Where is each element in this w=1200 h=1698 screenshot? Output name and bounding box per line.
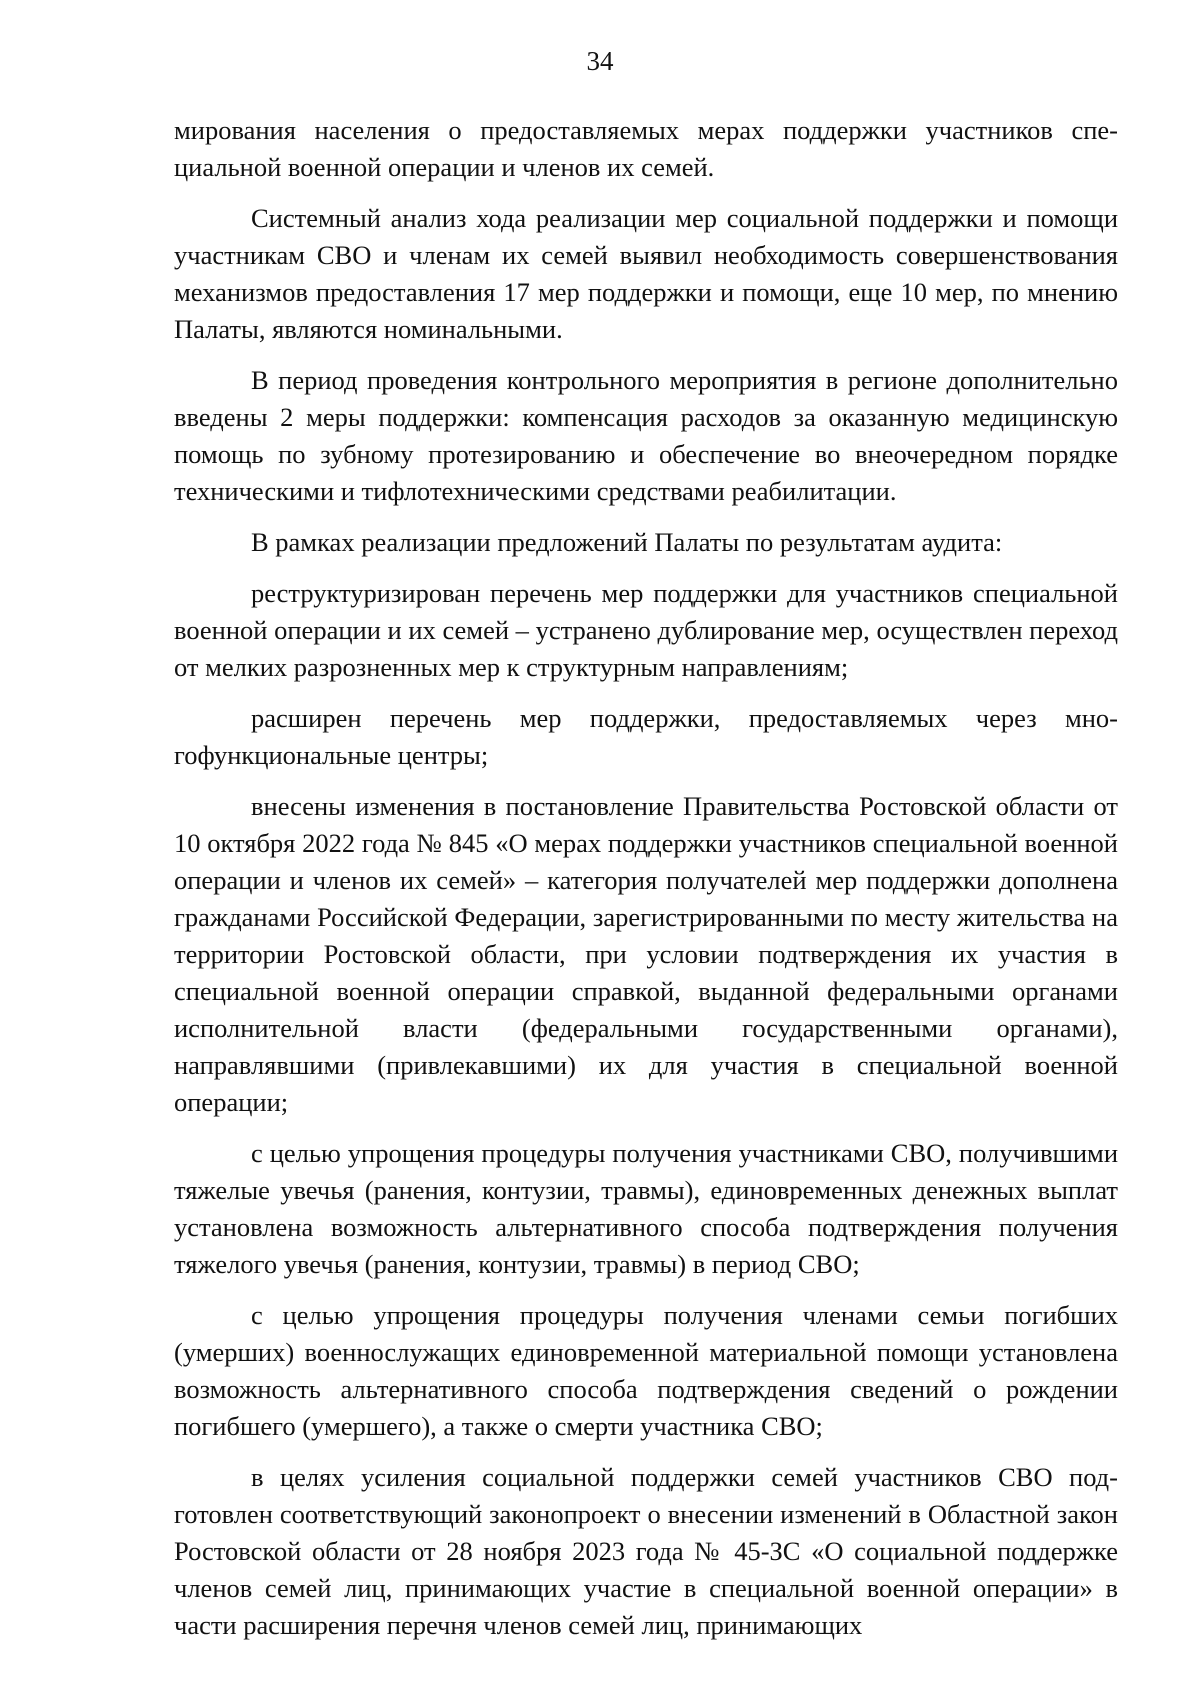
list-item-injury-payments: с целью упрощения процедуры получения участниками СВО, получившими тяжелые увечья (ранения, контузии, травмы), единовременных денежных выплат установлена возможность альтернативного способа подтверждения получения тяжелого увечья (ранения, контузии, травмы) в период СВО; [174, 1138, 1118, 1279]
page-body [174, 112, 1118, 1658]
paragraph-continuation: мирования населения о предоставляемых мерах поддержки участников специальной военной операции и членов их семей. [174, 115, 1118, 182]
page-number: 34 [586, 46, 614, 76]
list-item-restructured: реструктуризирован перечень мер поддержки для участников специальной военной операции и их семей – устранено дублирование мер, осуществлен переход от мелких разрозненных мер к структурным направлениям; [174, 578, 1118, 682]
paragraph-control-period: В период проведения контрольного мероприятия в регионе дополнительно введены 2 меры поддержки: компенсация расходов за оказанную медицинскую помощь по зубному протезированию и обеспечение во внеочередном порядке техническими и тифлотехническими средствами реабилитации. [174, 365, 1118, 506]
list-item-family-assistance: с целью упрощения процедуры получения членами семьи погибших (умерших) военнослужащих единовременной материальной помощи установлена возможность альтернативного способа подтверждения сведений о рождении погибшего (умершего), а также о смерти участника СВО; [174, 1300, 1118, 1441]
list-item-expanded-mfc: расширен перечень мер поддержки, предоставляемых через многофункциональные центры; [174, 703, 1118, 770]
list-item-resolution-changes: внесены изменения в постановление Правительства Ростовской области от 10 октября 2022 года № 845 «О мерах поддержки участников специальной военной операции и членов их семей» – категория получателей мер поддержки дополнена гражданами Российской Федерации, зарегистрированными по месту жительства на территории Ростовской области, при условии подтверждения их участия в специальной военной операции справкой, выданной федеральными органами исполнительной власти (федеральными государственными органами), направлявшими (привлекавшими) их для участия в специальной военной операции; [174, 791, 1118, 1117]
paragraph-system-analysis: Системный анализ хода реализации мер социальной поддержки и помощи участникам СВО и членам их семей выявил необходимость совершенствования механизмов предоставления 17 мер поддержки и помощи, еще 10 мер, по мнению Палаты, являются номинальными. [174, 203, 1118, 344]
list-item-draft-law: в целях усиления социальной поддержки семей участников СВО подготовлен соответствующий законопроект о внесении изменений в Областной закон Ростовской области от 28 ноября 2023 года № 45-ЗС «О социальной поддержке членов семей лиц, принимающих участие в специальной военной операции» в части расширения перечня членов семей лиц, принимающих [174, 1462, 1118, 1640]
paragraph-proposals-intro: В рамках реализации предложений Палаты по результатам аудита: [251, 527, 1003, 557]
